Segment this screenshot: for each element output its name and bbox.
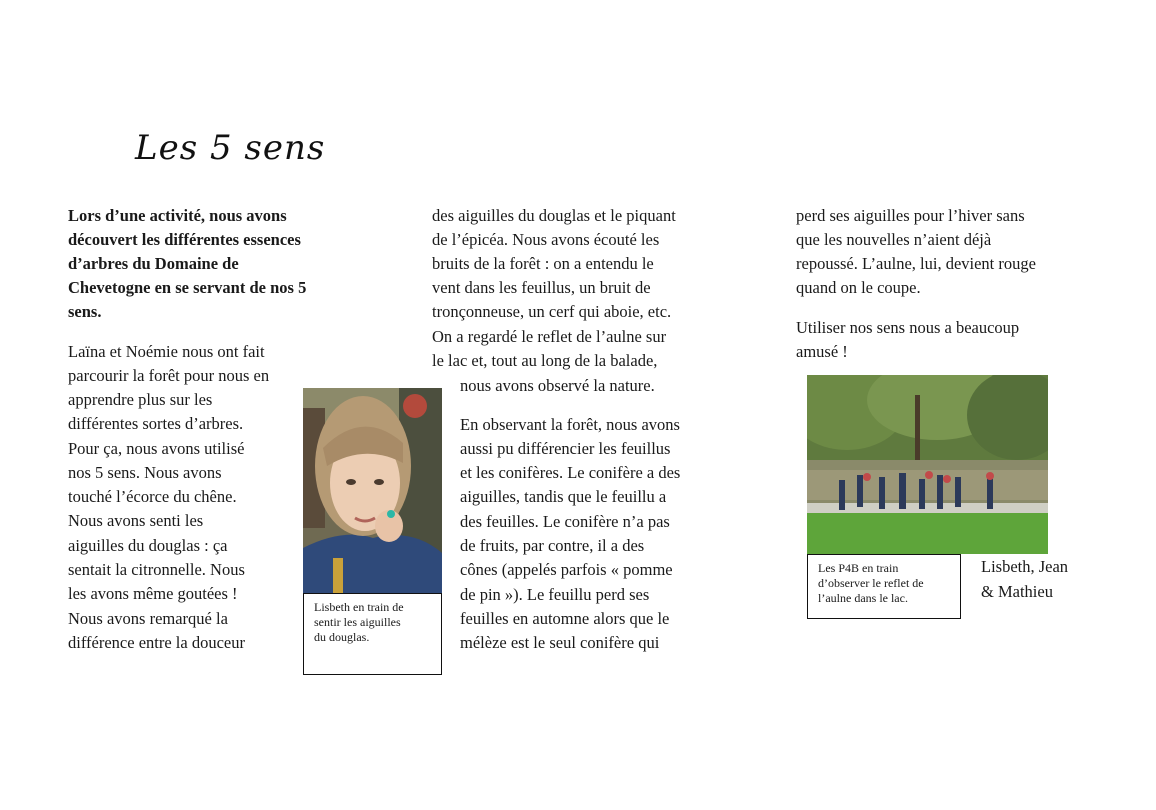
caption-line: du douglas. bbox=[314, 630, 370, 644]
photo-lisbeth bbox=[303, 388, 442, 593]
authors-line: & Mathieu bbox=[981, 582, 1053, 601]
body-line: aussi pu différencier les feuillus bbox=[460, 439, 671, 458]
body-line: On a regardé le reflet de l’aulne sur bbox=[432, 327, 667, 346]
body-line: feuilles en automne alors que le bbox=[460, 609, 670, 628]
body-line: vent dans les feuillus, un bruit de bbox=[432, 278, 651, 297]
body-line: touché l’écorce du chêne. bbox=[68, 487, 237, 506]
body-line: Nous avons remarqué la bbox=[68, 609, 228, 628]
authors-line: Lisbeth, Jean bbox=[981, 557, 1069, 576]
body-line: cônes (appelés parfois « pomme bbox=[460, 560, 673, 579]
body-line: bruits de la forêt : on a entendu le bbox=[432, 254, 654, 273]
photo-lake-caption bbox=[807, 554, 961, 619]
body-line: le lac et, tout au long de la balade, bbox=[432, 351, 658, 370]
caption-line: d’observer le reflet de bbox=[818, 576, 924, 590]
caption-line: Lisbeth en train de bbox=[314, 600, 404, 614]
body-line: quand on le coupe. bbox=[796, 278, 921, 297]
body-line: Nous avons senti les bbox=[68, 511, 204, 530]
body-line: et les conifères. Le conifère a des bbox=[460, 463, 681, 482]
photo-lake bbox=[807, 375, 1048, 554]
body-line: apprendre plus sur les bbox=[68, 390, 213, 409]
intro-line: Lors d’une activité, nous avons bbox=[68, 206, 287, 225]
body-line: Utiliser nos sens nous a beaucoup bbox=[796, 318, 1020, 337]
body-line: que les nouvelles n’aient déjà bbox=[796, 230, 992, 249]
body-line: mélèze est le seul conifère qui bbox=[460, 633, 660, 652]
intro-line: d’arbres du Domaine de bbox=[68, 254, 239, 273]
photo-lake-image bbox=[807, 375, 1048, 554]
body-line: différentes sortes d’arbres. bbox=[68, 414, 244, 433]
body-line: nos 5 sens. Nous avons bbox=[68, 463, 222, 482]
body-line: amusé ! bbox=[796, 342, 848, 361]
intro-line: sens. bbox=[68, 302, 102, 321]
body-line: de fruits, par contre, il a des bbox=[460, 536, 645, 555]
caption-line: Les P4B en train bbox=[818, 561, 899, 575]
body-line: aiguilles, tandis que le feuillu a bbox=[460, 487, 667, 506]
caption-line: l’aulne dans le lac. bbox=[818, 591, 908, 605]
body-line: perd ses aiguilles pour l’hiver sans bbox=[796, 206, 1025, 225]
body-line: de pin »). Le feuillu perd ses bbox=[460, 585, 650, 604]
body-line: Pour ça, nous avons utilisé bbox=[68, 439, 245, 458]
intro-line: découvert les différentes essences bbox=[68, 230, 301, 249]
body-line: des aiguilles du douglas et le piquant bbox=[432, 206, 676, 225]
intro-line: Chevetogne en se servant de nos 5 bbox=[68, 278, 307, 297]
body-line: nous avons observé la nature. bbox=[460, 376, 655, 395]
body-line: parcourir la forêt pour nous en bbox=[68, 366, 270, 385]
body-line: les avons même goutées ! bbox=[68, 584, 238, 603]
photo-lisbeth-caption bbox=[303, 593, 442, 675]
body-line: Laïna et Noémie nous ont fait bbox=[68, 342, 265, 361]
caption-line: sentir les aiguilles bbox=[314, 615, 401, 629]
body-line: sentait la citronnelle. Nous bbox=[68, 560, 245, 579]
page-title: Les 5 sens bbox=[135, 128, 326, 168]
body-line: de l’épicéa. Nous avons écouté les bbox=[432, 230, 660, 249]
body-line: tronçonneuse, un cerf qui aboie, etc. bbox=[432, 302, 672, 321]
body-line: des feuilles. Le conifère n’a pas bbox=[460, 512, 670, 531]
body-line: différence entre la douceur bbox=[68, 633, 245, 652]
body-line: aiguilles du douglas : ça bbox=[68, 536, 228, 555]
body-line: En observant la forêt, nous avons bbox=[460, 415, 680, 434]
photo-lisbeth-image bbox=[303, 388, 442, 593]
body-line: repoussé. L’aulne, lui, devient rouge bbox=[796, 254, 1036, 273]
